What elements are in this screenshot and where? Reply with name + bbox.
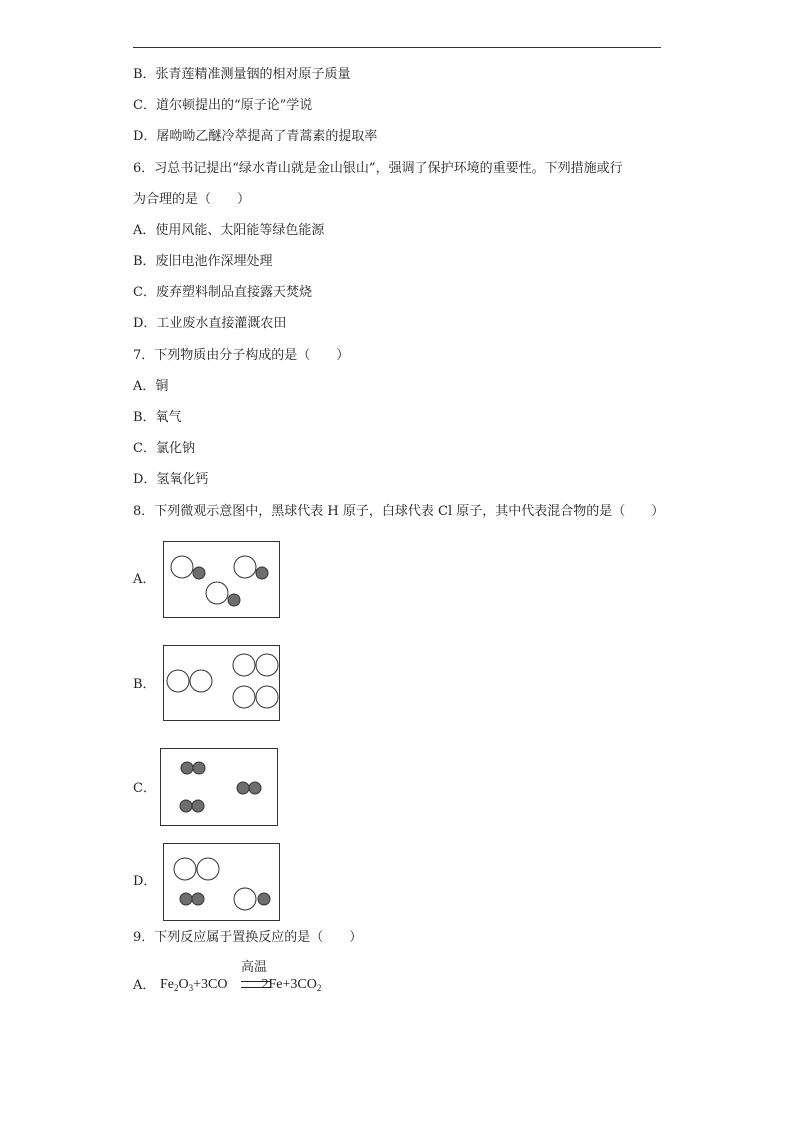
white-atom [174, 858, 196, 880]
black-atom [192, 800, 204, 812]
white-atom [256, 686, 278, 708]
q5-option-d: D．屠呦呦乙醚冷萃提高了青蒿素的提取率 [133, 129, 378, 144]
q8-diagram-a [163, 541, 281, 619]
reaction-condition: 高温 [241, 960, 268, 975]
black-atom [256, 567, 268, 579]
q8-stem: 8．下列微观示意图中，黑球代表 H 原子，白球代表 Cl 原子，其中代表混合物的是（ ） [133, 504, 665, 519]
q9-stem: 9．下列反应属于置换反应的是（ ） [133, 930, 363, 945]
equation-products: $2Fe+3CO_2$ [261, 977, 322, 993]
q6-stem-line1: 6．习总书记提出“绿水青山就是金山银山”，强调了保护环境的重要性。下列措施或行 [133, 161, 623, 176]
diagram-frame [164, 844, 280, 921]
q8-diagram-b [163, 645, 281, 722]
header-rule [133, 47, 661, 48]
black-atom [258, 893, 270, 905]
white-atom [171, 556, 193, 578]
q7-option-d: D．氢氧化钙 [133, 472, 209, 487]
black-atom [180, 800, 192, 812]
white-atom [233, 654, 255, 676]
white-atom [167, 670, 189, 692]
q8-option-c-label: C． [133, 781, 156, 796]
q6-option-d: D．工业废水直接灌溉农田 [133, 316, 287, 331]
q9-option-a [133, 960, 453, 1010]
q7-option-a: A．铜 [133, 379, 169, 394]
black-atom [193, 762, 205, 774]
black-atom [180, 893, 192, 905]
q8-option-d-label: D． [133, 874, 157, 889]
q5-option-c: C．道尔顿提出的“原子论”学说 [133, 98, 313, 113]
q5-option-b: B．张青莲精准测量铟的相对原子质量 [133, 67, 351, 82]
q8-option-a-label: A． [133, 572, 156, 587]
chemical-equation [160, 975, 321, 998]
q8-option-b-label: B． [133, 677, 156, 692]
white-atom [206, 582, 228, 604]
diagram-frame [164, 542, 280, 618]
black-atom [193, 567, 205, 579]
q8-diagram-d [163, 843, 281, 922]
q7-option-c: C．氯化钠 [133, 441, 195, 456]
equation-reactants: $Fe_2O_3+3CO$ [160, 977, 228, 993]
q6-option-b: B．废旧电池作深埋处理 [133, 254, 273, 269]
q8-diagram-c [160, 748, 279, 827]
black-atom [237, 782, 249, 794]
black-atom [181, 762, 193, 774]
white-atom [256, 654, 278, 676]
white-atom [234, 556, 256, 578]
q6-stem-line2: 为合理的是（ ） [133, 192, 251, 207]
black-atom [192, 893, 204, 905]
white-atom [233, 686, 255, 708]
q6-option-c: C．废弃塑料制品直接露天焚烧 [133, 285, 312, 300]
q7-stem: 7．下列物质由分子构成的是（ ） [133, 348, 350, 363]
black-atom [249, 782, 261, 794]
white-atom [234, 888, 256, 910]
q7-option-b: B．氧气 [133, 410, 182, 425]
white-atom [190, 670, 212, 692]
white-atom [197, 858, 219, 880]
black-atom [228, 594, 240, 606]
q9-option-a-label: A． [133, 978, 156, 993]
q6-option-a: A．使用风能、太阳能等绿色能源 [133, 223, 325, 238]
